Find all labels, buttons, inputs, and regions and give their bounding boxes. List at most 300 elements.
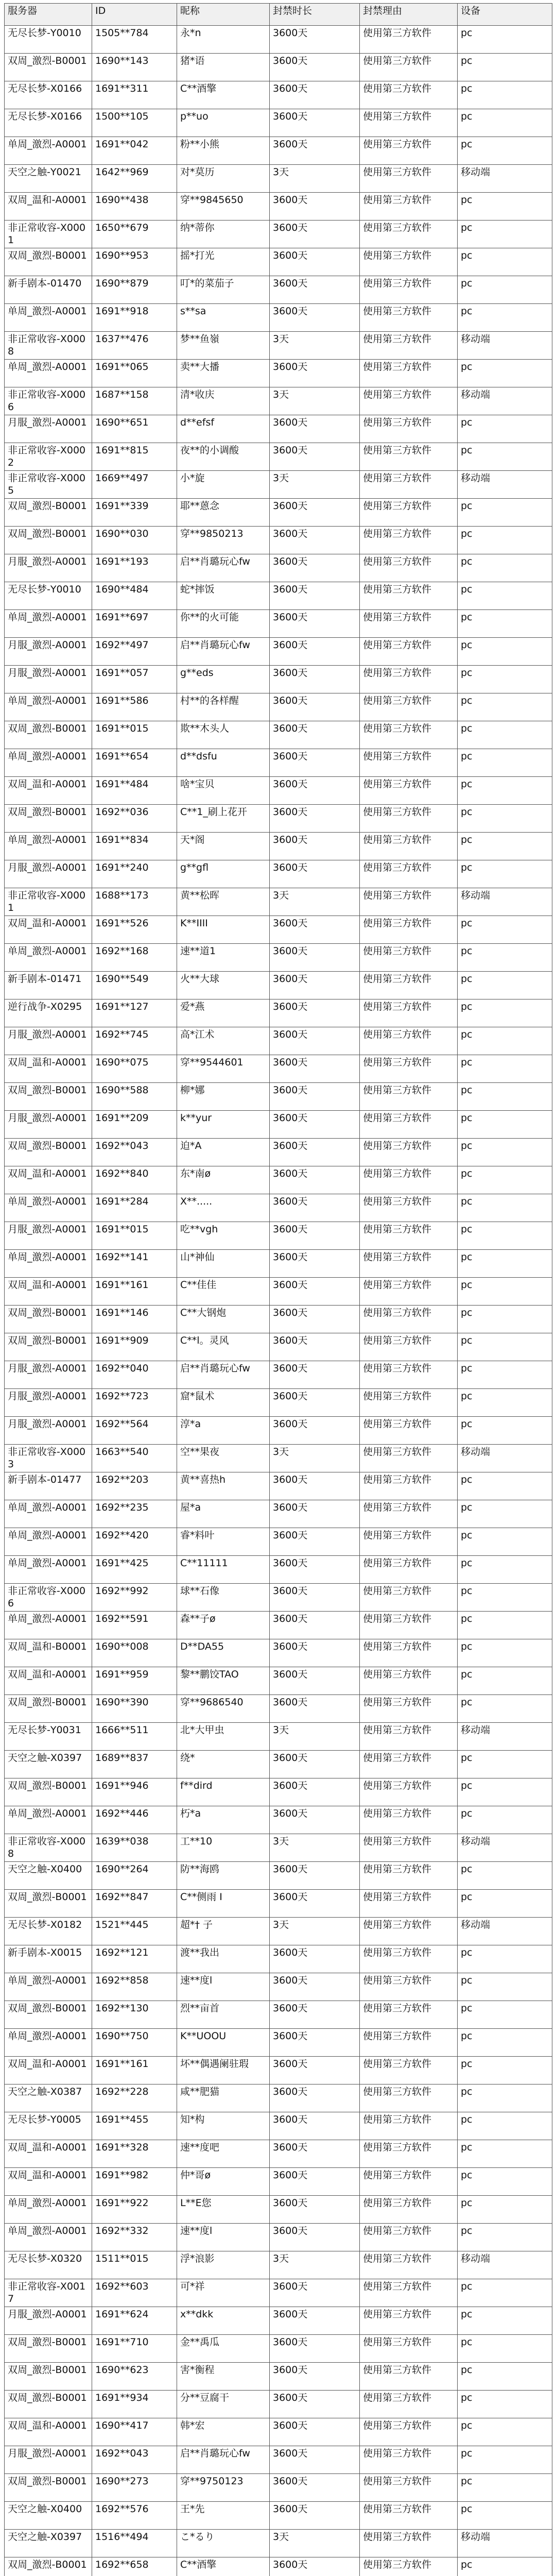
cell-server: 双周_温和-A0001 bbox=[5, 1055, 92, 1083]
cell-ban-duration: 3600天 bbox=[270, 1528, 360, 1556]
cell-device: pc bbox=[458, 360, 552, 387]
cell-ban-reason: 使用第三方软件 bbox=[360, 2224, 458, 2251]
cell-id: 1691**815 bbox=[92, 443, 177, 471]
table-body bbox=[5, 26, 552, 2576]
cell-id: 1691**328 bbox=[92, 2140, 177, 2168]
cell-device: pc bbox=[458, 2391, 552, 2418]
cell-server: 月服_激烈-A0001 bbox=[5, 860, 92, 888]
cell-id: 1691**146 bbox=[92, 1306, 177, 1333]
cell-server: 双周_温和-A0001 bbox=[5, 1667, 92, 1695]
cell-id: 1689**837 bbox=[92, 1751, 177, 1778]
cell-device: pc bbox=[458, 1166, 552, 1194]
cell-ban-duration: 3600天 bbox=[270, 2557, 360, 2576]
cell-ban-duration: 3600天 bbox=[270, 1472, 360, 1500]
cell-ban-duration: 3600天 bbox=[270, 1806, 360, 1834]
cell-ban-duration: 3600天 bbox=[270, 360, 360, 387]
table-row bbox=[5, 1556, 552, 1584]
cell-device: pc bbox=[458, 638, 552, 666]
cell-ban-duration: 3600天 bbox=[270, 1695, 360, 1723]
table-row bbox=[5, 2307, 552, 2335]
cell-device: pc bbox=[458, 2084, 552, 2112]
table-row bbox=[5, 2029, 552, 2057]
cell-device: pc bbox=[458, 137, 552, 165]
cell-server: 天空之触-X0397 bbox=[5, 2530, 92, 2557]
cell-id: 1692**992 bbox=[92, 1584, 177, 1612]
cell-id: 1691**042 bbox=[92, 137, 177, 165]
table-row bbox=[5, 387, 552, 415]
cell-ban-duration: 3600天 bbox=[270, 54, 360, 81]
table-row bbox=[5, 1445, 552, 1472]
cell-nickname: 穿**9686540 bbox=[177, 1695, 270, 1723]
cell-ban-duration: 3600天 bbox=[270, 2057, 360, 2084]
cell-ban-duration: 3600天 bbox=[270, 276, 360, 304]
cell-nickname: 黎**鹏饺TAO bbox=[177, 1667, 270, 1695]
cell-ban-reason: 使用第三方软件 bbox=[360, 1166, 458, 1194]
cell-device: pc bbox=[458, 1083, 552, 1111]
cell-server: 单周_激烈-A0001 bbox=[5, 137, 92, 165]
cell-server: 天空之触-Y0021 bbox=[5, 165, 92, 193]
table-row bbox=[5, 1027, 552, 1055]
cell-device: pc bbox=[458, 1639, 552, 1667]
cell-ban-duration: 3600天 bbox=[270, 1333, 360, 1361]
cell-server: 无尽长梦-Y0031 bbox=[5, 1723, 92, 1751]
cell-nickname: 速**道1 bbox=[177, 944, 270, 972]
cell-id: 1690**750 bbox=[92, 2029, 177, 2057]
table-row bbox=[5, 499, 552, 527]
cell-server: 月服_激烈-A0001 bbox=[5, 415, 92, 443]
cell-device: pc bbox=[458, 81, 552, 109]
table-row bbox=[5, 193, 552, 221]
cell-device: pc bbox=[458, 2502, 552, 2530]
cell-id: 1692**203 bbox=[92, 1472, 177, 1500]
cell-id: 1691**710 bbox=[92, 2335, 177, 2363]
cell-ban-reason: 使用第三方软件 bbox=[360, 221, 458, 248]
cell-device: pc bbox=[458, 499, 552, 527]
cell-nickname: 清*收庆 bbox=[177, 387, 270, 415]
cell-id: 1692**858 bbox=[92, 1973, 177, 2001]
cell-server: 双周_激烈-B0001 bbox=[5, 527, 92, 554]
cell-id: 1690**879 bbox=[92, 276, 177, 304]
cell-nickname: 村**的各样醒 bbox=[177, 693, 270, 721]
cell-nickname: p**uo bbox=[177, 109, 270, 137]
cell-ban-reason: 使用第三方软件 bbox=[360, 2001, 458, 2029]
cell-ban-duration: 3600天 bbox=[270, 1973, 360, 2001]
table-row bbox=[5, 582, 552, 610]
table-row bbox=[5, 1918, 552, 1945]
cell-server: 双周_激烈-B0001 bbox=[5, 1695, 92, 1723]
table-row bbox=[5, 2140, 552, 2168]
cell-ban-reason: 使用第三方软件 bbox=[360, 999, 458, 1027]
cell-nickname: C**11111 bbox=[177, 1556, 270, 1584]
cell-ban-duration: 3600天 bbox=[270, 2418, 360, 2446]
cell-ban-reason: 使用第三方软件 bbox=[360, 1194, 458, 1222]
cell-ban-duration: 3600天 bbox=[270, 582, 360, 610]
cell-ban-reason: 使用第三方软件 bbox=[360, 2029, 458, 2057]
cell-device: pc bbox=[458, 1472, 552, 1500]
cell-ban-duration: 3600天 bbox=[270, 2474, 360, 2502]
cell-id: 1500**105 bbox=[92, 109, 177, 137]
cell-ban-reason: 使用第三方软件 bbox=[360, 1111, 458, 1139]
cell-nickname: 耶**蒽念 bbox=[177, 499, 270, 527]
cell-nickname: g**eds bbox=[177, 666, 270, 693]
cell-nickname: 启**肖璐玩心fw bbox=[177, 638, 270, 666]
table-row bbox=[5, 2279, 552, 2307]
table-row bbox=[5, 1306, 552, 1333]
cell-device: pc bbox=[458, 1667, 552, 1695]
cell-nickname: 爱*燕 bbox=[177, 999, 270, 1027]
cell-ban-reason: 使用第三方软件 bbox=[360, 2474, 458, 2502]
cell-nickname: s**sa bbox=[177, 304, 270, 332]
cell-id: 1690**264 bbox=[92, 1862, 177, 1890]
cell-ban-duration: 3天 bbox=[270, 1445, 360, 1472]
cell-nickname: 绕* bbox=[177, 1751, 270, 1778]
cell-nickname: d**efsf bbox=[177, 415, 270, 443]
cell-ban-reason: 使用第三方软件 bbox=[360, 137, 458, 165]
cell-id: 1691**922 bbox=[92, 2196, 177, 2224]
cell-nickname: こ*るり bbox=[177, 2530, 270, 2557]
table-row bbox=[5, 26, 552, 54]
cell-ban-reason: 使用第三方软件 bbox=[360, 1806, 458, 1834]
cell-server: 单周_激烈-A0001 bbox=[5, 1612, 92, 1639]
cell-ban-duration: 3天 bbox=[270, 387, 360, 415]
cell-ban-reason: 使用第三方软件 bbox=[360, 833, 458, 860]
cell-nickname: K**IIII bbox=[177, 916, 270, 944]
cell-id: 1663**540 bbox=[92, 1445, 177, 1472]
cell-id: 1692**658 bbox=[92, 2557, 177, 2576]
cell-server: 双周_激烈-B0001 bbox=[5, 1778, 92, 1806]
cell-ban-reason: 使用第三方软件 bbox=[360, 860, 458, 888]
cell-ban-reason: 使用第三方软件 bbox=[360, 2307, 458, 2335]
cell-device: pc bbox=[458, 193, 552, 221]
cell-ban-duration: 3天 bbox=[270, 471, 360, 499]
cell-id: 1692**043 bbox=[92, 1139, 177, 1166]
cell-nickname: C**大钢炮 bbox=[177, 1306, 270, 1333]
cell-device: 移动端 bbox=[458, 1834, 552, 1862]
cell-ban-reason: 使用第三方软件 bbox=[360, 2279, 458, 2307]
cell-device: pc bbox=[458, 972, 552, 999]
cell-id: 1691**946 bbox=[92, 1778, 177, 1806]
cell-nickname: C**酒擎 bbox=[177, 2557, 270, 2576]
table-row bbox=[5, 638, 552, 666]
cell-server: 单周_激烈-A0001 bbox=[5, 1806, 92, 1834]
cell-id: 1692**036 bbox=[92, 805, 177, 833]
cell-ban-duration: 3600天 bbox=[270, 777, 360, 805]
cell-nickname: 永*n bbox=[177, 26, 270, 54]
cell-id: 1690**008 bbox=[92, 1639, 177, 1667]
cell-ban-reason: 使用第三方软件 bbox=[360, 1778, 458, 1806]
cell-id: 1691**834 bbox=[92, 833, 177, 860]
cell-ban-duration: 3600天 bbox=[270, 1389, 360, 1417]
cell-server: 无尽长梦-X0166 bbox=[5, 109, 92, 137]
cell-ban-duration: 3600天 bbox=[270, 749, 360, 777]
cell-ban-reason: 使用第三方软件 bbox=[360, 81, 458, 109]
cell-server: 新手剧本-01477 bbox=[5, 1472, 92, 1500]
cell-id: 1692**745 bbox=[92, 1027, 177, 1055]
cell-id: 1690**588 bbox=[92, 1083, 177, 1111]
cell-nickname: 启**肖璐玩心fw bbox=[177, 554, 270, 582]
cell-nickname: 高*江术 bbox=[177, 1027, 270, 1055]
cell-device: pc bbox=[458, 2224, 552, 2251]
cell-ban-reason: 使用第三方软件 bbox=[360, 916, 458, 944]
cell-server: 双周_激烈-B0001 bbox=[5, 2335, 92, 2363]
cell-ban-reason: 使用第三方软件 bbox=[360, 165, 458, 193]
cell-device: 移动端 bbox=[458, 888, 552, 916]
cell-ban-duration: 3600天 bbox=[270, 2168, 360, 2196]
cell-nickname: g**gfl bbox=[177, 860, 270, 888]
cell-ban-duration: 3600天 bbox=[270, 304, 360, 332]
cell-server: 单周_激烈-A0001 bbox=[5, 833, 92, 860]
table-row bbox=[5, 1862, 552, 1890]
cell-ban-duration: 3600天 bbox=[270, 1361, 360, 1389]
table-row bbox=[5, 2057, 552, 2084]
table-row bbox=[5, 1278, 552, 1306]
cell-ban-reason: 使用第三方软件 bbox=[360, 693, 458, 721]
cell-ban-duration: 3600天 bbox=[270, 638, 360, 666]
cell-id: 1691**425 bbox=[92, 1556, 177, 1584]
table-row bbox=[5, 332, 552, 360]
cell-ban-reason: 使用第三方软件 bbox=[360, 888, 458, 916]
cell-nickname: 穿**9850213 bbox=[177, 527, 270, 554]
table-row bbox=[5, 1361, 552, 1389]
cell-id: 1691**959 bbox=[92, 1667, 177, 1695]
cell-ban-duration: 3600天 bbox=[270, 1639, 360, 1667]
cell-nickname: C**侧雨 I bbox=[177, 1890, 270, 1918]
cell-ban-reason: 使用第三方软件 bbox=[360, 1250, 458, 1278]
cell-server: 月服_激烈-A0001 bbox=[5, 638, 92, 666]
cell-ban-duration: 3600天 bbox=[270, 443, 360, 471]
table-row bbox=[5, 1778, 552, 1806]
cell-device: 移动端 bbox=[458, 1723, 552, 1751]
cell-id: 1666**511 bbox=[92, 1723, 177, 1751]
cell-nickname: 森**子ø bbox=[177, 1612, 270, 1639]
cell-ban-duration: 3600天 bbox=[270, 499, 360, 527]
cell-server: 双周_温和-A0001 bbox=[5, 193, 92, 221]
cell-nickname: 吃**vgh bbox=[177, 1222, 270, 1250]
cell-nickname: 速**度l bbox=[177, 2224, 270, 2251]
cell-device: pc bbox=[458, 582, 552, 610]
cell-nickname: d**dsfu bbox=[177, 749, 270, 777]
cell-ban-reason: 使用第三方软件 bbox=[360, 638, 458, 666]
cell-nickname: K**UOOU bbox=[177, 2029, 270, 2057]
cell-nickname: 叮*的菜茄子 bbox=[177, 276, 270, 304]
cell-device: pc bbox=[458, 2363, 552, 2391]
table-row bbox=[5, 248, 552, 276]
cell-id: 1690**417 bbox=[92, 2418, 177, 2446]
cell-device: pc bbox=[458, 2140, 552, 2168]
cell-nickname: 坏**偶遇阑驻瑕 bbox=[177, 2057, 270, 2084]
cell-ban-reason: 使用第三方软件 bbox=[360, 1500, 458, 1528]
cell-ban-reason: 使用第三方软件 bbox=[360, 109, 458, 137]
cell-server: 双周_激烈-B0001 bbox=[5, 2001, 92, 2029]
cell-server: 天空之触-X0387 bbox=[5, 2084, 92, 2112]
cell-device: pc bbox=[458, 1278, 552, 1306]
table-row bbox=[5, 1695, 552, 1723]
table-row bbox=[5, 443, 552, 471]
table-row bbox=[5, 1139, 552, 1166]
table-row bbox=[5, 1500, 552, 1528]
cell-nickname: C**佳佳 bbox=[177, 1278, 270, 1306]
cell-ban-duration: 3600天 bbox=[270, 2196, 360, 2224]
cell-nickname: 东*南ø bbox=[177, 1166, 270, 1194]
header-ban-reason: 封禁理由 bbox=[360, 4, 458, 26]
cell-device: pc bbox=[458, 1389, 552, 1417]
cell-device: pc bbox=[458, 1945, 552, 1973]
cell-id: 1691**057 bbox=[92, 666, 177, 693]
cell-server: 双周_激烈-B0001 bbox=[5, 499, 92, 527]
cell-ban-reason: 使用第三方软件 bbox=[360, 26, 458, 54]
cell-ban-reason: 使用第三方软件 bbox=[360, 1612, 458, 1639]
cell-id: 1691**624 bbox=[92, 2307, 177, 2335]
table-row bbox=[5, 1584, 552, 1612]
cell-ban-duration: 3600天 bbox=[270, 721, 360, 749]
cell-ban-reason: 使用第三方软件 bbox=[360, 2112, 458, 2140]
cell-device: pc bbox=[458, 1333, 552, 1361]
cell-nickname: X**..... bbox=[177, 1194, 270, 1222]
cell-id: 1691**697 bbox=[92, 610, 177, 638]
cell-device: pc bbox=[458, 693, 552, 721]
table-row bbox=[5, 610, 552, 638]
cell-ban-reason: 使用第三方软件 bbox=[360, 193, 458, 221]
cell-server: 无尽长梦-Y0005 bbox=[5, 2112, 92, 2140]
cell-ban-duration: 3600天 bbox=[270, 1751, 360, 1778]
cell-server: 无尽长梦-X0182 bbox=[5, 1918, 92, 1945]
cell-id: 1511**015 bbox=[92, 2251, 177, 2279]
cell-nickname: 超*† 子 bbox=[177, 1918, 270, 1945]
cell-id: 1691**015 bbox=[92, 721, 177, 749]
cell-ban-duration: 3600天 bbox=[270, 137, 360, 165]
cell-device: pc bbox=[458, 1194, 552, 1222]
table-row bbox=[5, 2474, 552, 2502]
cell-id: 1691**909 bbox=[92, 1333, 177, 1361]
cell-server: 单周_激烈-A0001 bbox=[5, 1528, 92, 1556]
cell-id: 1692**446 bbox=[92, 1806, 177, 1834]
table-row bbox=[5, 1333, 552, 1361]
cell-ban-duration: 3600天 bbox=[270, 527, 360, 554]
cell-device: pc bbox=[458, 1500, 552, 1528]
cell-ban-reason: 使用第三方软件 bbox=[360, 610, 458, 638]
table-row bbox=[5, 109, 552, 137]
cell-nickname: 山*神仙 bbox=[177, 1250, 270, 1278]
cell-device: pc bbox=[458, 54, 552, 81]
table-row bbox=[5, 2001, 552, 2029]
cell-ban-duration: 3600天 bbox=[270, 1667, 360, 1695]
cell-server: 无尽长梦-X0166 bbox=[5, 81, 92, 109]
table-row bbox=[5, 360, 552, 387]
cell-id: 1690**549 bbox=[92, 972, 177, 999]
cell-ban-reason: 使用第三方软件 bbox=[360, 1834, 458, 1862]
cell-device: pc bbox=[458, 1139, 552, 1166]
cell-server: 非正常收容-X0001 bbox=[5, 888, 92, 916]
cell-server: 月服_激烈-A0001 bbox=[5, 1361, 92, 1389]
cell-server: 双周_温和-A0001 bbox=[5, 777, 92, 805]
cell-ban-duration: 3600天 bbox=[270, 2112, 360, 2140]
table-row bbox=[5, 2251, 552, 2279]
cell-ban-reason: 使用第三方软件 bbox=[360, 2557, 458, 2576]
cell-server: 双周_激烈-B0001 bbox=[5, 1139, 92, 1166]
cell-id: 1669**497 bbox=[92, 471, 177, 499]
cell-id: 1692**603 bbox=[92, 2279, 177, 2307]
cell-nickname: 睿*料叶 bbox=[177, 1528, 270, 1556]
table-row bbox=[5, 1723, 552, 1751]
cell-ban-reason: 使用第三方软件 bbox=[360, 443, 458, 471]
cell-device: pc bbox=[458, 833, 552, 860]
table-row bbox=[5, 1472, 552, 1500]
cell-server: 单周_激烈-A0001 bbox=[5, 2224, 92, 2251]
cell-ban-duration: 3600天 bbox=[270, 248, 360, 276]
table-row bbox=[5, 2363, 552, 2391]
cell-id: 1690**651 bbox=[92, 415, 177, 443]
cell-device: pc bbox=[458, 749, 552, 777]
cell-id: 1521**445 bbox=[92, 1918, 177, 1945]
cell-ban-duration: 3600天 bbox=[270, 666, 360, 693]
cell-id: 1639**038 bbox=[92, 1834, 177, 1862]
table-row bbox=[5, 2168, 552, 2196]
table-header bbox=[5, 4, 552, 26]
cell-id: 1692**332 bbox=[92, 2224, 177, 2251]
cell-server: 双周_激烈-B0001 bbox=[5, 2474, 92, 2502]
cell-server: 单周_激烈-A0001 bbox=[5, 1556, 92, 1584]
table-row bbox=[5, 1973, 552, 2001]
cell-ban-duration: 3600天 bbox=[270, 2363, 360, 2391]
cell-id: 1691**586 bbox=[92, 693, 177, 721]
cell-nickname: 防**海鸥 bbox=[177, 1862, 270, 1890]
cell-nickname: C**酒擎 bbox=[177, 81, 270, 109]
cell-id: 1692**168 bbox=[92, 944, 177, 972]
cell-id: 1688**173 bbox=[92, 888, 177, 916]
cell-id: 1692**723 bbox=[92, 1389, 177, 1417]
cell-ban-reason: 使用第三方软件 bbox=[360, 248, 458, 276]
cell-nickname: 啥*宝贝 bbox=[177, 777, 270, 805]
cell-server: 双周_激烈-B0001 bbox=[5, 2391, 92, 2418]
cell-ban-reason: 使用第三方软件 bbox=[360, 777, 458, 805]
table-row bbox=[5, 137, 552, 165]
cell-device: pc bbox=[458, 221, 552, 248]
cell-nickname: 卖**大播 bbox=[177, 360, 270, 387]
cell-id: 1690**953 bbox=[92, 248, 177, 276]
cell-ban-reason: 使用第三方软件 bbox=[360, 1723, 458, 1751]
cell-device: pc bbox=[458, 443, 552, 471]
cell-ban-reason: 使用第三方软件 bbox=[360, 1695, 458, 1723]
cell-id: 1692**228 bbox=[92, 2084, 177, 2112]
table-row bbox=[5, 2196, 552, 2224]
cell-device: pc bbox=[458, 1528, 552, 1556]
cell-server: 天空之触-X0400 bbox=[5, 2502, 92, 2530]
table-row bbox=[5, 1166, 552, 1194]
cell-ban-reason: 使用第三方软件 bbox=[360, 1639, 458, 1667]
table-row bbox=[5, 471, 552, 499]
cell-nickname: 对*莫历 bbox=[177, 165, 270, 193]
cell-ban-duration: 3600天 bbox=[270, 1584, 360, 1612]
table-row bbox=[5, 833, 552, 860]
cell-device: pc bbox=[458, 1973, 552, 2001]
cell-server: 天空之触-X0400 bbox=[5, 1862, 92, 1890]
cell-server: 月服_激烈-A0001 bbox=[5, 1389, 92, 1417]
table-row bbox=[5, 1612, 552, 1639]
cell-ban-reason: 使用第三方软件 bbox=[360, 499, 458, 527]
cell-device: pc bbox=[458, 26, 552, 54]
table-row bbox=[5, 1806, 552, 1834]
cell-nickname: 朽*a bbox=[177, 1806, 270, 1834]
cell-device: pc bbox=[458, 1806, 552, 1834]
table-row bbox=[5, 276, 552, 304]
cell-nickname: 韩*宏 bbox=[177, 2418, 270, 2446]
cell-nickname: 分**豆腐干 bbox=[177, 2391, 270, 2418]
cell-nickname: 黄**喜热h bbox=[177, 1472, 270, 1500]
cell-ban-duration: 3600天 bbox=[270, 1945, 360, 1973]
cell-device: pc bbox=[458, 1417, 552, 1445]
cell-nickname: 屋*a bbox=[177, 1500, 270, 1528]
table-row bbox=[5, 1250, 552, 1278]
